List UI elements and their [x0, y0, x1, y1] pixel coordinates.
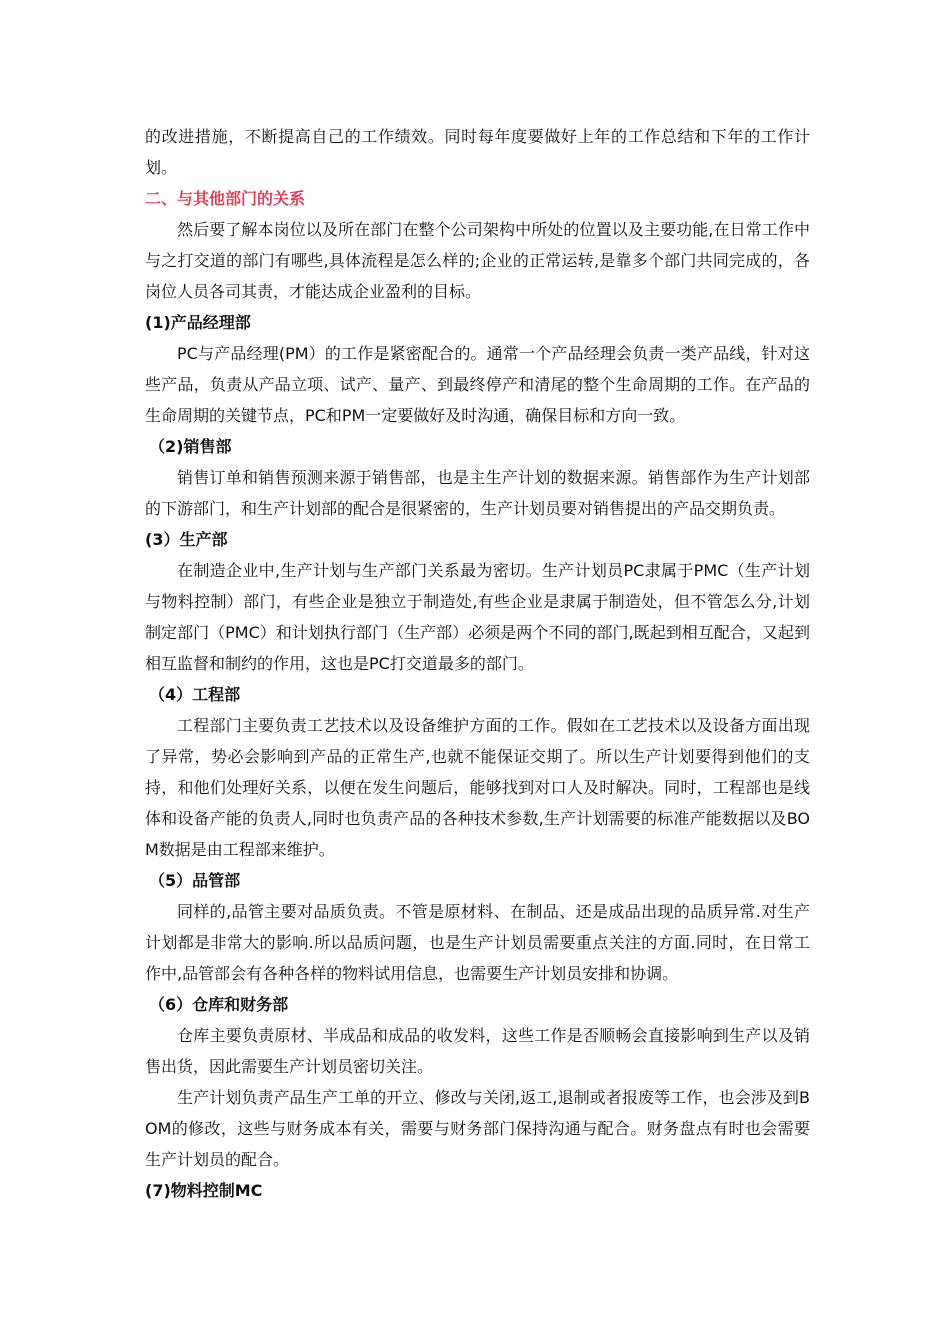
dept-heading-sales: （2)销售部: [149, 437, 232, 456]
dept-paragraph-production: 在制造企业中,生产计划与生产部门关系最为密切。生产计划员PC隶属于PMC（生产计划与物料控制）部门，有些企业是独立于制造处,有些企业是隶属于制造处，但不管怎么分,计划制定部门（PMC）和计划执行部门（生产部）必须是两个不同的部门,既起到相互配合，又起到相互监督和制约的作用，这也是PC打交道最多的部门。: [145, 561, 810, 673]
dept-heading-warehouse-finance: （6）仓库和财务部: [149, 995, 289, 1014]
dept-heading-material-control: (7)物料控制MC: [145, 1181, 263, 1200]
dept-heading-quality: （5）品管部: [149, 871, 241, 890]
dept-paragraph-engineering: 工程部门主要负责工艺技术以及设备维护方面的工作。假如在工艺技术以及设备方面出现了异常，势必会影响到产品的正常生产,也就不能保证交期了。所以生产计划要得到他们的支持，和他们处理好关系，以便在发生问题后，能够找到对口人及时解决。同时，工程部也是线体和设备产能的负责人,同时也负责产品的各种技术参数,生产计划需要的标准产能数据以及BOM数据是由工程部来维护。: [145, 716, 810, 859]
dept-paragraph-finance: 生产计划负责产品生产工单的开立、修改与关闭,返工,退制或者报废等工作，也会涉及到BOM的修改，这些与财务成本有关，需要与财务部门保持沟通与配合。财务盘点有时也会需要生产计划员的配合。: [145, 1088, 810, 1169]
intro-paragraph: 的改进措施，不断提高自己的工作绩效。同时每年度要做好上年的工作总结和下年的工作计划。: [145, 127, 810, 177]
dept-paragraph-warehouse: 仓库主要负责原材、半成品和成品的收发料，这些工作是否顺畅会直接影响到生产以及销售出货，因此需要生产计划员密切关注。: [145, 1026, 810, 1076]
document-body: [145, 121, 810, 1206]
dept-heading-product-manager: (1)产品经理部: [145, 313, 251, 332]
section-heading: 二、与其他部门的关系: [145, 189, 306, 208]
dept-heading-engineering: （4）工程部: [149, 685, 241, 704]
dept-paragraph-sales: 销售订单和销售预测来源于销售部，也是主生产计划的数据来源。销售部作为生产计划部的下游部门，和生产计划部的配合是很紧密的，生产计划员要对销售提出的产品交期负责。: [145, 468, 810, 518]
section-intro-paragraph: 然后要了解本岗位以及所在部门在整个公司架构中所处的位置以及主要功能,在日常工作中与之打交道的部门有哪些,具体流程是怎么样的;企业的正常运转,是靠多个部门共同完成的，各岗位人员各司其责，才能达成企业盈利的目标。: [145, 220, 810, 301]
dept-heading-production: (3）生产部: [145, 530, 228, 549]
dept-paragraph-quality: 同样的,品管主要对品质负责。不管是原材料、在制品、还是成品出现的品质异常.对生产计划都是非常大的影响.所以品质问题，也是生产计划员需要重点关注的方面.同时，在日常工作中,品管部会有各种各样的物料试用信息，也需要生产计划员安排和协调。: [145, 902, 810, 983]
dept-paragraph-product-manager: PC与产品经理(PM）的工作是紧密配合的。通常一个产品经理会负责一类产品线，针对这些产品，负责从产品立项、试产、量产、到最终停产和清尾的整个生命周期的工作。在产品的生命周期的关键节点，PC和PM一定要做好及时沟通，确保目标和方向一致。: [145, 344, 810, 425]
